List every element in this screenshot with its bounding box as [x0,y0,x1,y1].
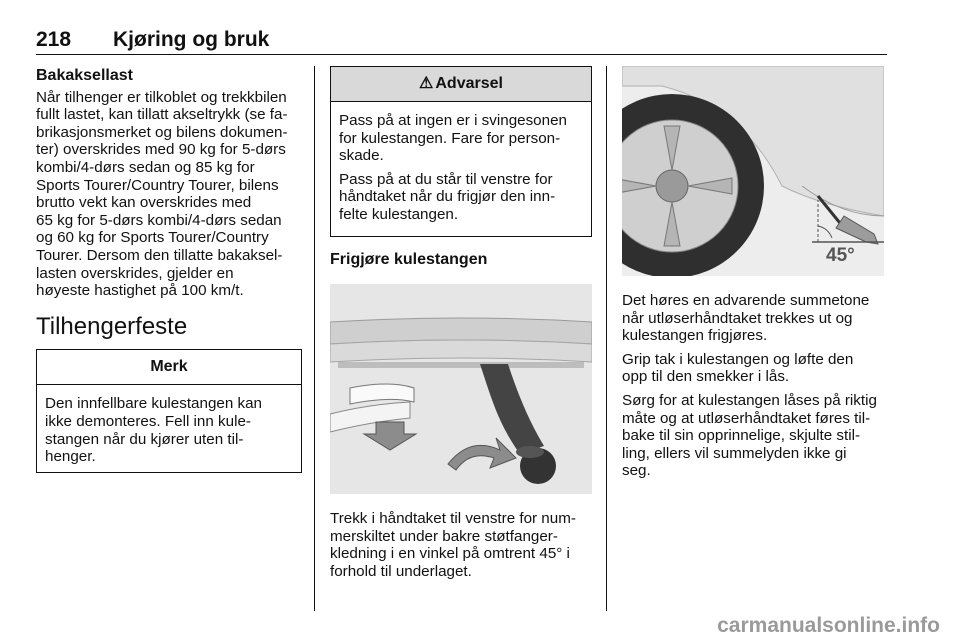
subsection-heading: Frigjøre kulestangen [330,250,488,268]
section-title: Tilhengerfeste [36,312,188,340]
body-paragraph [622,392,890,480]
warning-title: Advarsel [435,75,503,92]
warning-paragraph [339,112,583,165]
body-paragraph [36,89,302,300]
text-line: ikke demonteres. Fell inn kule- [45,412,251,430]
text-line: brutto vekt kan overskrides med [36,194,252,212]
text-line: Den innfellbare kulestangen kan [45,395,262,413]
text-line: Når tilhenger er tilkoblet og trekkbilen [36,88,287,106]
illustration-rear-wheel [622,66,884,276]
text-line: 65 kg for 5-dørs kombi/4-dørs sedan [36,211,282,229]
text-line: Tourer. Dersom den tillatte bakaksel- [36,246,283,264]
warning-box [330,66,592,237]
text-line: høyeste hastighet på 100 km/t. [36,282,244,300]
text-line: Trekk i håndtaket til venstre for num- [330,510,576,528]
text-line: seg. [622,462,651,480]
text-line: ling, ellers vil summelyden ikke gi [622,444,847,462]
column-divider [606,66,607,611]
text-line: felte kulestangen. [339,205,459,223]
column-2 [330,66,592,581]
text-line: Sports Tourer/Country Tourer, bilens [36,176,279,194]
wheel-angle-illustration [622,66,884,276]
text-line: lasten overskrides, gjelder en [36,264,234,282]
text-line: skade. [339,147,384,165]
watermark: carmanualsonline.info [717,614,940,637]
warning-icon: ⚠ [419,75,434,92]
note-title: Merk [37,350,301,385]
angle-label: 45° [826,245,855,266]
text-line: stangen når du kjører uten til- [45,430,244,448]
warning-paragraph [339,171,583,224]
illustration-release-handle [330,284,592,494]
column-1 [36,62,302,473]
text-line: kombi/4-dørs sedan og 85 kg for [36,158,255,176]
text-line: kulestangen frigjøres. [622,327,768,345]
page-header [36,28,887,55]
warning-body [331,102,591,236]
text-line: for kulestangen. Fare for person- [339,129,561,147]
text-line: bake til sin opprinnelige, skjulte stil- [622,427,861,445]
text-line: måte og at utløserhåndtaket føres til- [622,409,871,427]
text-line: Pass på at ingen er i svingesonen [339,112,567,129]
figure-caption [330,510,592,580]
text-line: Det høres en advarende summetone [622,292,870,309]
column-divider [314,66,315,611]
text-line: ter) overskrides med 90 kg for 5-dørs [36,141,286,159]
column-3 [622,66,890,486]
body-paragraph [622,351,890,386]
text-line: forhold til underlaget. [330,562,472,580]
warning-header [331,67,591,102]
chapter-title: Kjøring og bruk [113,28,270,51]
note-body [37,385,301,471]
towbar-release-illustration [330,284,592,494]
text-line: opp til den smekker i lås. [622,368,790,386]
text-line: Sørg for at kulestangen låses på riktig [622,391,877,409]
body-text [622,292,890,480]
text-line: merskiltet under bakre støtfanger- [330,527,558,545]
text-line: henger. [45,448,96,466]
body-paragraph [622,292,890,345]
text-line: Grip tak i kulestangen og løfte den [622,350,854,368]
text-line: kledning i en vinkel på omtrent 45° i [330,545,570,563]
text-line: fullt lastet, kan tillatt akseltrykk (se fa- [36,106,288,124]
text-line: Pass på at du står til venstre for [339,170,553,188]
note-box [36,349,302,472]
text-line: og 60 kg for Sports Tourer/Country [36,229,269,247]
section-heading: Bakaksellast [36,67,133,84]
page-number: 218 [36,28,72,51]
text-line: håndtaket når du frigjør den inn- [339,188,556,206]
text-line: når utløserhåndtaket trekkes ut og [622,309,853,327]
text-line: brikasjonsmerket og bilens dokumen- [36,123,288,141]
